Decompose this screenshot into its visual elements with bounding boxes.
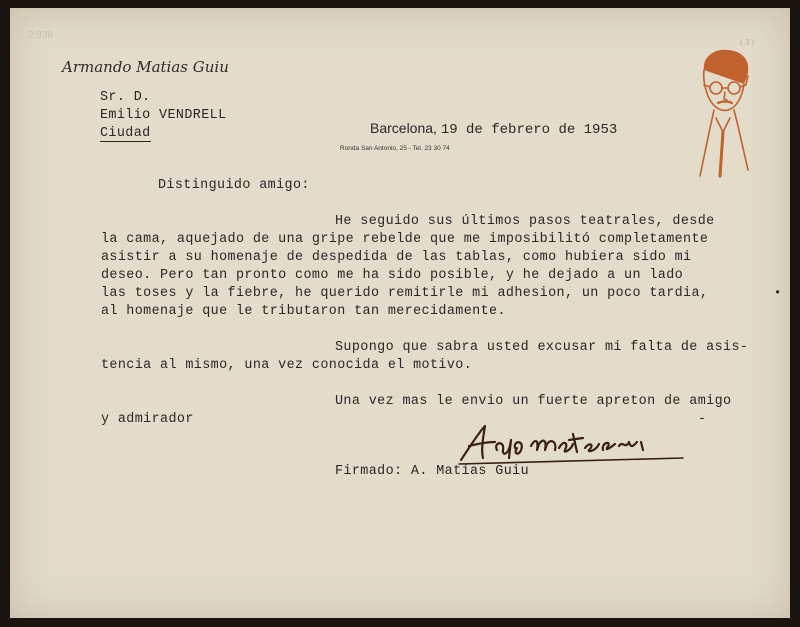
archive-number: 2.336 xyxy=(28,30,54,41)
letter-paper xyxy=(10,8,790,618)
place-date xyxy=(370,120,617,138)
recipient-line-3: Ciudad xyxy=(100,126,151,141)
ink-dot: • xyxy=(774,286,782,300)
place-label: Barcelona, xyxy=(370,120,437,136)
body-p3-line-2: y admirador xyxy=(101,412,194,427)
corner-mark: ( 3 ) xyxy=(740,38,755,47)
signature-caption: Firmado: A. Matías Guiu xyxy=(335,464,530,479)
body-p1-line-2: la cama, aquejado de una gripe rebelde que me imposibilitó completamente xyxy=(101,232,709,247)
recipient-line-1: Sr. D. xyxy=(100,90,151,105)
body-p2-line-2: tencia al mismo, una vez conocida el motivo. xyxy=(101,358,473,373)
typed-date: 19 de febrero de 1953 xyxy=(440,122,618,138)
body-p1-line-1: He seguido sus últimos pasos teatrales, desde xyxy=(335,214,715,229)
body-p1-line-6: al homenaje que le tributaron tan merecidamente. xyxy=(101,304,506,319)
salutation: Distinguido amigo: xyxy=(158,178,310,193)
handwritten-signature-icon xyxy=(455,420,685,466)
letterhead-address: Ronda San Antonio, 25 - Tel. 23 30 74 xyxy=(340,145,450,152)
letterhead-sender-name: Armando Matias Guiu xyxy=(62,58,229,76)
recipient-line-2: Emilio VENDRELL xyxy=(100,108,227,123)
body-p1-line-4: deseo. Pero tan pronto como me ha sido posible, y he dejado a un lado xyxy=(101,268,684,283)
portrait-logo-icon xyxy=(690,48,758,180)
body-p3-line-1: Una vez mas le envio un fuerte apreton de amigo xyxy=(335,394,732,409)
body-p2-line-1: Supongo que sabra usted excusar mi falta de asis- xyxy=(335,340,749,355)
body-p1-line-5: las toses y la fiebre, he querido remitirle mi adhesion, un poco tardia, xyxy=(101,286,709,301)
body-p1-line-3: asistir a su homenaje de despedida de las tablas, como hubiera sido mi xyxy=(101,250,692,265)
typed-dash: - xyxy=(698,412,707,427)
